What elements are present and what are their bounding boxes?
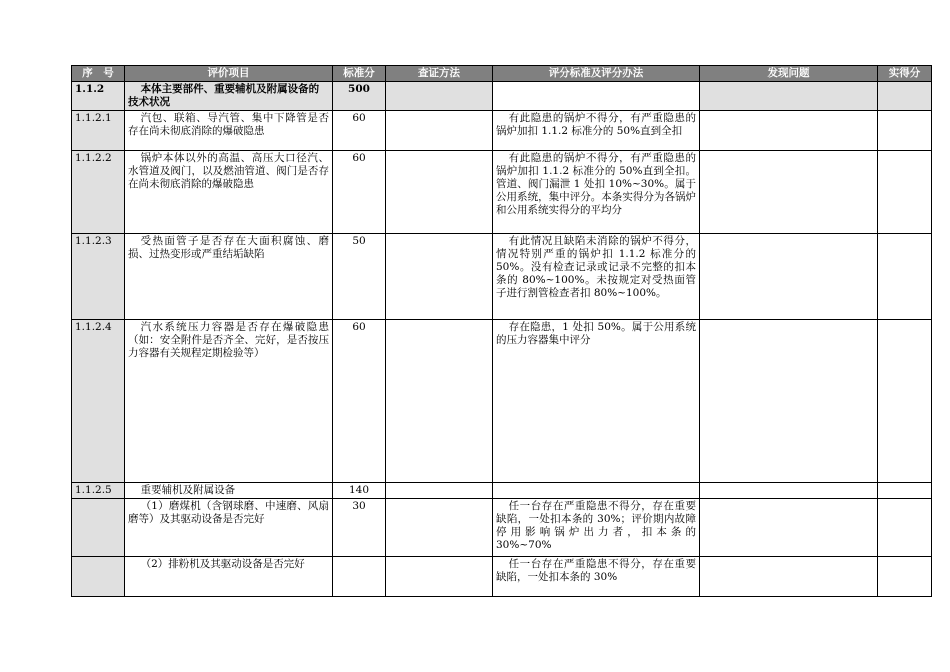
row-code: 1.1.2.5 (72, 483, 125, 499)
row-item: 汽包、联箱、导汽管、集中下降管是否存在尚未彻底消除的爆破隐患 (125, 111, 333, 151)
header-criteria: 评分标准及评分办法 (493, 66, 700, 82)
row-code: 1.1.2.1 (72, 111, 125, 151)
row-actual[interactable] (878, 111, 932, 151)
row-code (72, 557, 125, 597)
row-criteria: 任一台存在严重隐患不得分，存在重要缺陷，一处扣本条的 30%；评价期内故障停用影响锅炉出力者，扣本条的 30%~70% (493, 499, 700, 557)
section-row (72, 82, 932, 111)
row-item: 汽水系统压力容器是否存在爆破隐患（如：安全附件是否齐全、完好，是否按压力容器有关规程定期检验等） (125, 320, 333, 483)
row-actual[interactable] (878, 234, 932, 320)
row-method[interactable] (386, 111, 493, 151)
header-item: 评价项目 (125, 66, 333, 82)
row-score: 50 (333, 234, 386, 320)
table-row (72, 483, 932, 499)
row-actual[interactable] (878, 499, 932, 557)
row-criteria: 存在隐患，1 处扣 50%。属于公用系统的压力容器集中评分 (493, 320, 700, 483)
row-item: 锅炉本体以外的高温、高压大口径汽、水管道及阀门，以及燃油管道、阀门是否存在尚未彻底消除的爆破隐患 (125, 151, 333, 234)
header-code: 序 号 (72, 66, 125, 82)
row-score: 60 (333, 320, 386, 483)
row-score: 60 (333, 111, 386, 151)
row-actual[interactable] (878, 320, 932, 483)
table-row (72, 151, 932, 234)
section-method[interactable] (386, 82, 493, 111)
header-issues: 发现问题 (700, 66, 878, 82)
row-actual[interactable] (878, 151, 932, 234)
row-score (333, 557, 386, 597)
table-row (72, 234, 932, 320)
row-criteria: 任一台存在严重隐患不得分，存在重要缺陷，一处扣本条的 30% (493, 557, 700, 597)
row-code: 1.1.2.2 (72, 151, 125, 234)
row-item: 受热面管子是否存在大面积腐蚀、磨损、过热变形或严重结垢缺陷 (125, 234, 333, 320)
table-row (72, 557, 932, 597)
header-actual: 实得分 (878, 66, 932, 82)
row-code: 1.1.2.3 (72, 234, 125, 320)
row-issues[interactable] (700, 499, 878, 557)
section-item: 本体主要部件、重要辅机及附属设备的技术状况 (125, 82, 333, 111)
row-criteria: 有此情况且缺陷未消除的锅炉不得分，情况特别严重的锅炉扣 1.1.2 标准分的 50%。没有检查记录或记录不完整的扣本条的 80%~100%。未按规定对受热面管子进行割管检查者扣 80%~100%。 (493, 234, 700, 320)
row-issues[interactable] (700, 483, 878, 499)
row-item: 重要辅机及附属设备 (125, 483, 333, 499)
row-issues[interactable] (700, 151, 878, 234)
table-row (72, 499, 932, 557)
table-row (72, 320, 932, 483)
row-method[interactable] (386, 234, 493, 320)
header-method: 查证方法 (386, 66, 493, 82)
row-method[interactable] (386, 557, 493, 597)
row-criteria (493, 483, 700, 499)
row-item: （2）排粉机及其驱动设备是否完好 (125, 557, 333, 597)
section-score: 500 (333, 82, 386, 111)
row-code (72, 499, 125, 557)
row-criteria: 有此隐患的锅炉不得分，有严重隐患的锅炉加扣 1.1.2 标准分的 50%直到全扣 (493, 111, 700, 151)
row-method[interactable] (386, 151, 493, 234)
section-criteria (493, 82, 700, 111)
table-row (72, 111, 932, 151)
row-criteria: 有此隐患的锅炉不得分，有严重隐患的锅炉加扣 1.1.2 标准分的 50%直到全扣。管道、阀门漏泄 1 处扣 10%~30%。属于公用系统，集中评分。本条实得分为各锅炉和公用系统实得分的平均分 (493, 151, 700, 234)
section-code: 1.1.2 (72, 82, 125, 111)
row-score: 140 (333, 483, 386, 499)
header-score: 标准分 (333, 66, 386, 82)
row-score: 60 (333, 151, 386, 234)
evaluation-table (71, 65, 932, 597)
row-actual[interactable] (878, 557, 932, 597)
section-actual[interactable] (878, 82, 932, 111)
row-score: 30 (333, 499, 386, 557)
row-method[interactable] (386, 499, 493, 557)
section-issues[interactable] (700, 82, 878, 111)
row-code: 1.1.2.4 (72, 320, 125, 483)
row-method[interactable] (386, 483, 493, 499)
row-method[interactable] (386, 320, 493, 483)
row-issues[interactable] (700, 234, 878, 320)
row-issues[interactable] (700, 320, 878, 483)
header-row (72, 66, 932, 82)
row-item: （1）磨煤机（含钢球磨、中速磨、风扇磨等）及其驱动设备是否完好 (125, 499, 333, 557)
row-actual[interactable] (878, 483, 932, 499)
row-issues[interactable] (700, 557, 878, 597)
row-issues[interactable] (700, 111, 878, 151)
